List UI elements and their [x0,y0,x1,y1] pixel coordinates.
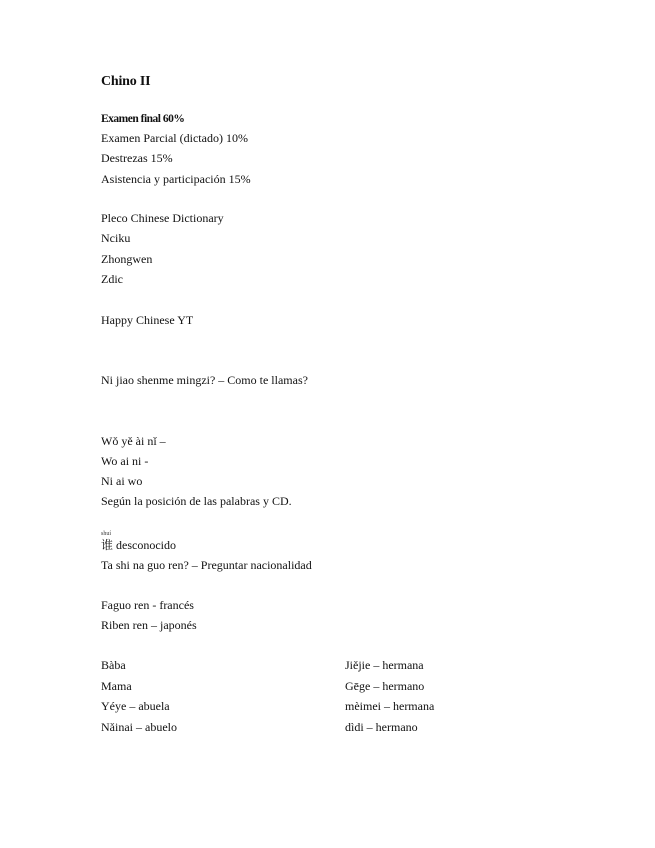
shui-pinyin: shuí [101,531,112,537]
family-left-2: Mama [101,679,132,693]
grading-partial-exam: Examen Parcial (dictado) 10% [101,131,248,145]
family-right-3: mèimei – hermana [345,699,435,713]
family-left-1: Bàba [101,658,126,672]
nationality-question: Ta shi na guo ren? – Preguntar nacionalidad [101,558,312,572]
shui-meaning: desconocido [113,538,176,552]
love-line-2: Wo ai ni - [101,454,149,468]
resource-pleco: Pleco Chinese Dictionary [101,211,224,225]
love-line-3: Ni ai wo [101,474,143,488]
resource-zdic: Zdic [101,272,123,286]
family-left-3: Yéye – abuela [101,699,170,713]
family-right-4: dìdi – hermano [345,720,418,734]
family-left-4: Nǎinai – abuelo [101,720,177,734]
shui-line [101,531,176,552]
love-line-4: Según la posición de las palabras y CD. [101,494,292,508]
resource-zhongwen: Zhongwen [101,252,153,266]
nationality-french: Faguo ren - francés [101,598,194,612]
page-title: Chino II [101,74,151,89]
youtube-resource: Happy Chinese YT [101,313,194,327]
shui-hanzi: 谁 [101,538,114,552]
grading-skills: Destrezas 15% [101,151,173,165]
grading-attendance: Asistencia y participación 15% [101,172,251,186]
family-right-2: Gēge – hermano [345,679,425,693]
nationality-japanese: Riben ren – japonés [101,618,197,632]
love-line-1: Wǒ yě ài nǐ – [101,434,166,448]
family-right-1: Jiějie – hermana [345,658,424,672]
grading-final-exam: Examen final 60% [101,113,185,125]
phrase-name-question: Ni jiao shenme mingzi? – Como te llamas? [101,373,308,387]
shui-character [101,531,114,552]
resource-nciku: Nciku [101,231,131,245]
